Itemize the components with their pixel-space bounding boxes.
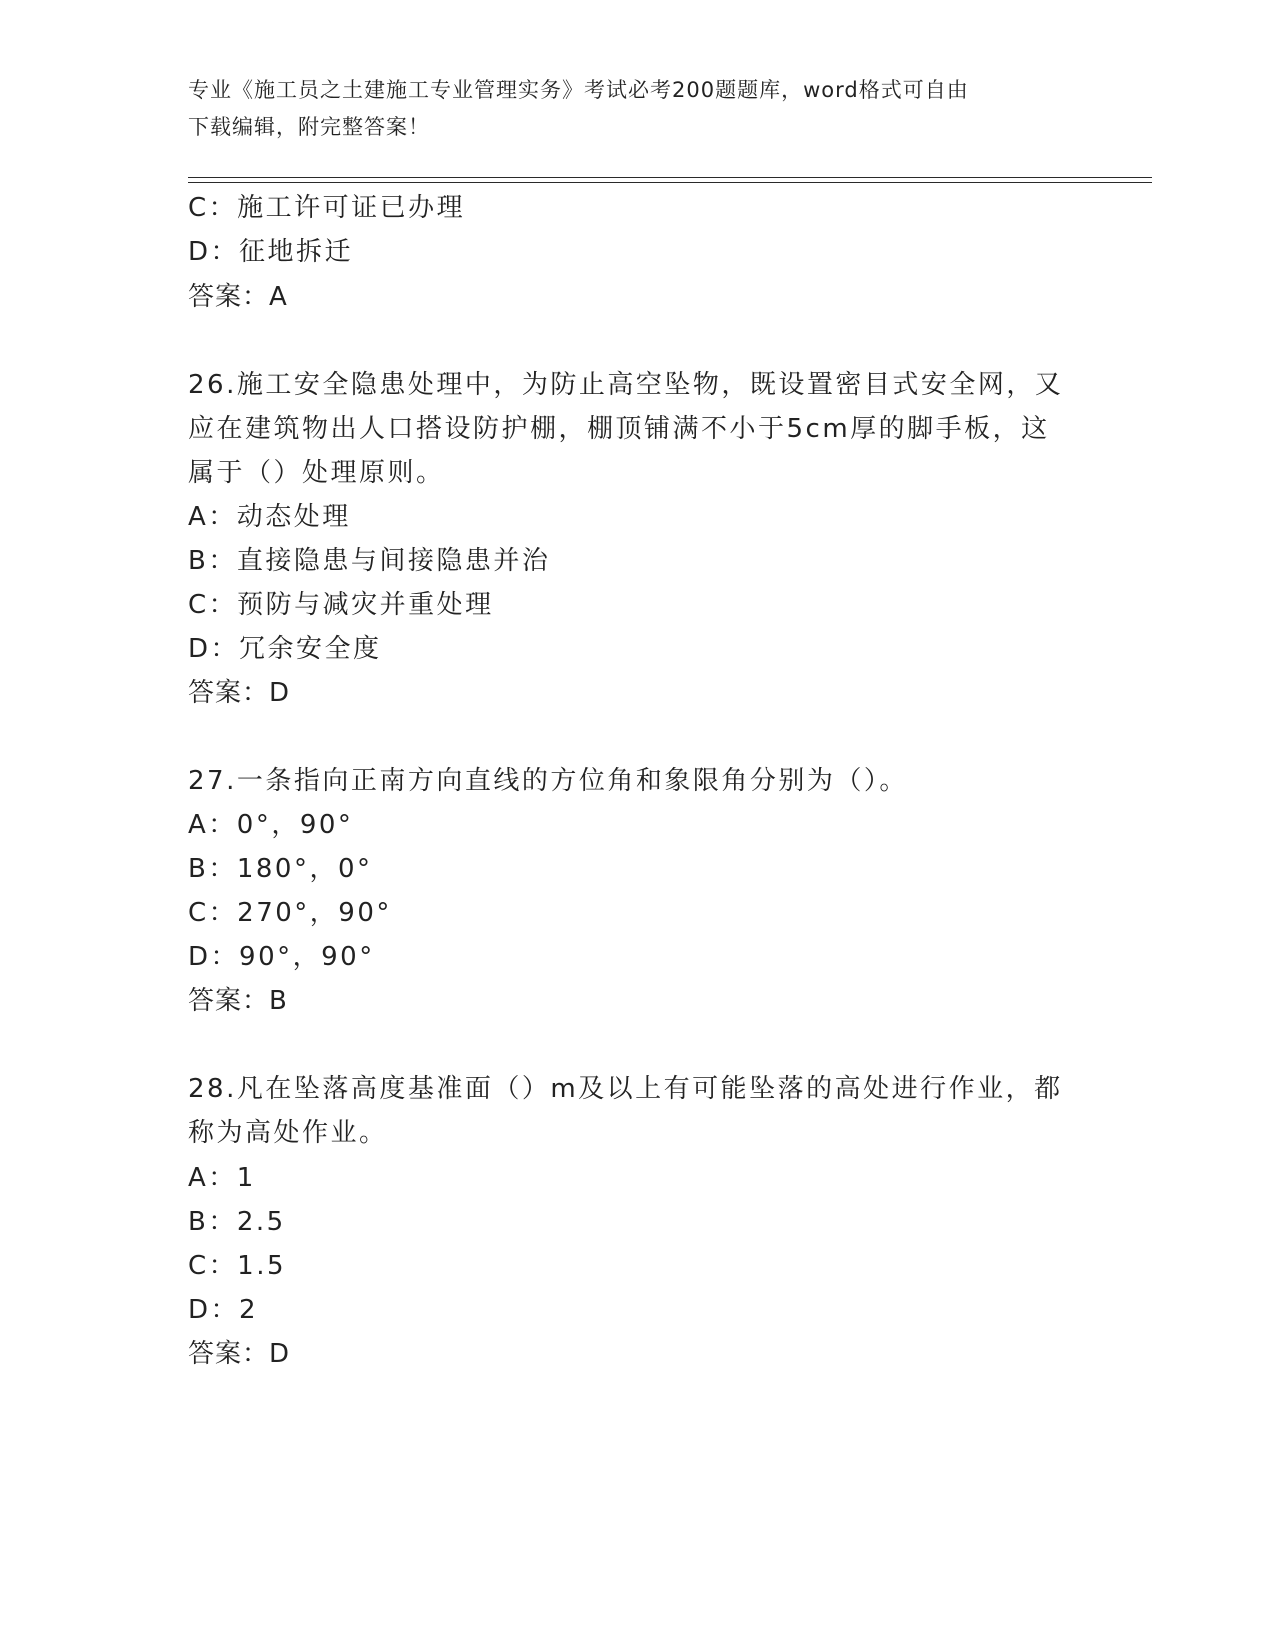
header-divider-bottom (188, 182, 1152, 183)
question-26-option-d: D：冗余安全度 (188, 634, 382, 664)
answer-label: 答案： (188, 678, 270, 708)
question-27-option-a: A：0°，90° (188, 810, 354, 840)
answer-value: D (269, 678, 291, 708)
question-26-stem-line-3: 属于（）处理原则。 (188, 458, 445, 488)
question-26-option-c: C：预防与减灾并重处理 (188, 590, 494, 620)
question-27-option-c: C：270°，90° (188, 898, 392, 928)
question-26-stem-line-1: 26.施工安全隐患处理中，为防止高空坠物，既设置密目式安全网，又 (188, 370, 1064, 400)
question-26-answer (188, 677, 290, 709)
prev-answer (188, 281, 288, 313)
question-26-option-a: A：动态处理 (188, 502, 351, 532)
document-header (188, 72, 1068, 146)
question-28-option-c: C：1.5 (188, 1251, 287, 1281)
question-28-option-d: D：2 (188, 1295, 259, 1325)
question-26-option-b: B：直接隐患与间接隐患并治 (188, 546, 551, 576)
prev-option-d: D：征地拆迁 (188, 237, 354, 267)
question-28-option-b: B：2.5 (188, 1207, 286, 1237)
answer-value: B (269, 986, 288, 1016)
header-line-2: 下载编辑，附完整答案！ (188, 115, 430, 139)
header-divider-top (188, 177, 1152, 178)
question-28-answer (188, 1338, 290, 1370)
answer-label: 答案： (188, 1339, 270, 1369)
question-26-stem-line-2: 应在建筑物出人口搭设防护棚，棚顶铺满不小于5cm厚的脚手板，这 (188, 414, 1050, 444)
header-line-1: 专业《施工员之土建施工专业管理实务》考试必考200题题库，word格式可自由 (188, 78, 969, 102)
question-27-stem-line-1: 27.一条指向正南方向直线的方位角和象限角分别为（）。 (188, 766, 908, 796)
question-28-stem-line-1: 28.凡在坠落高度基准面（）m及以上有可能坠落的高处进行作业，都 (188, 1074, 1063, 1104)
answer-value: D (269, 1339, 291, 1369)
answer-label: 答案： (188, 986, 270, 1016)
question-27-option-d: D：90°，90° (188, 942, 375, 972)
question-27-option-b: B：180°，0° (188, 854, 373, 884)
prev-option-c: C：施工许可证已办理 (188, 193, 466, 223)
question-28-stem-line-2: 称为高处作业。 (188, 1118, 388, 1148)
answer-value: A (269, 282, 288, 312)
question-27-answer (188, 985, 288, 1017)
question-28-option-a: A：1 (188, 1163, 256, 1193)
answer-label: 答案： (188, 282, 270, 312)
